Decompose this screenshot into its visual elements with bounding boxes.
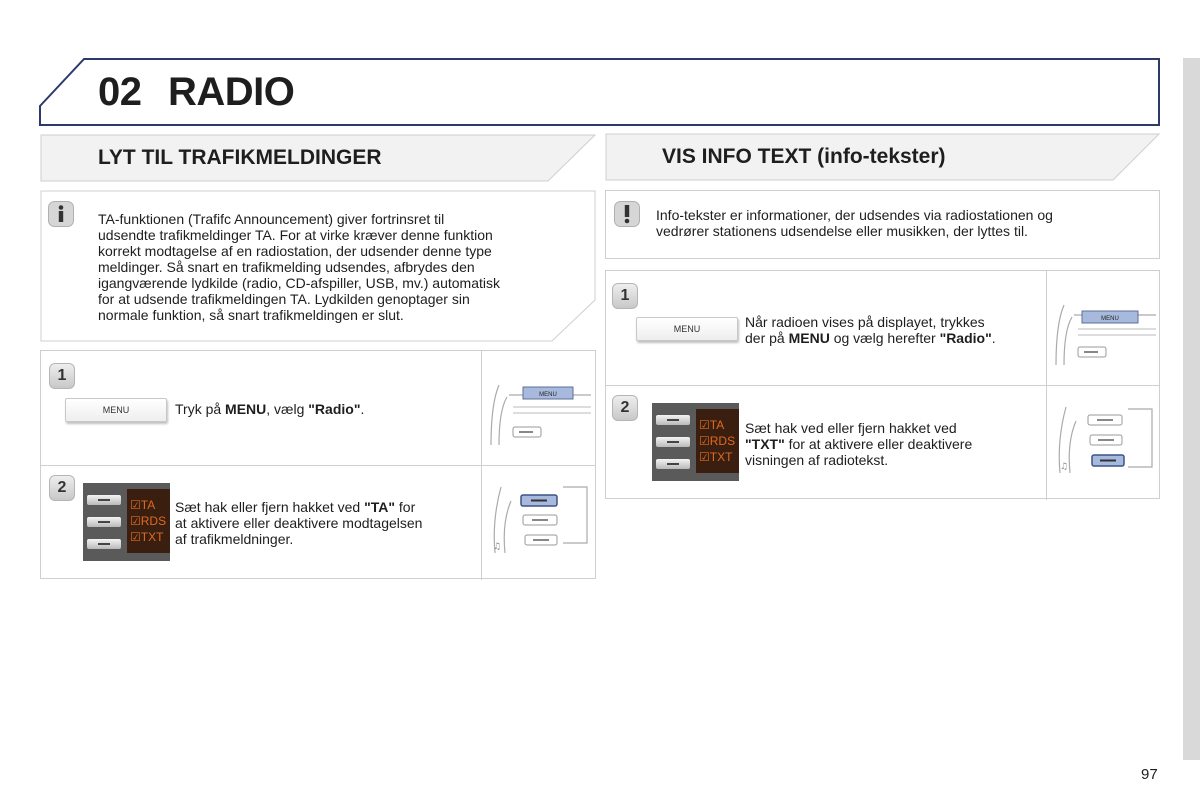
left-step2-text [175, 499, 475, 547]
left-info-box [40, 190, 596, 342]
chapter-number: 02 [98, 70, 142, 114]
text-part: for [395, 499, 416, 515]
left-section-header [40, 134, 596, 182]
menu-key: MENU [636, 317, 738, 341]
text-part: . [991, 330, 996, 346]
dashboard-menu-illustration [1052, 299, 1156, 369]
screen-button [656, 437, 690, 447]
info-line: meldinger. Så snart en trafikmelding udsendes, afbrydes den [98, 259, 475, 275]
dashboard-menu-illustration [487, 379, 591, 449]
screen-button [656, 459, 690, 469]
step-badge-2: 2 [49, 475, 75, 501]
text-bold: "TXT" [745, 436, 785, 452]
right-step1-text [745, 314, 1045, 346]
right-steps-box [605, 270, 1160, 499]
right-section-title: VIS INFO TEXT (info-tekster) [662, 145, 946, 168]
text-bold: MENU [225, 401, 267, 417]
text-line: visningen af radiotekst. [745, 452, 889, 468]
text-line: Sæt hak ved eller fjern hakket ved [745, 420, 957, 436]
text-part: Tryk på [175, 401, 226, 417]
text-line [745, 330, 1045, 346]
step-badge-1: 1 [49, 363, 75, 389]
option-ta: ☑TA [130, 498, 156, 512]
info-line: igangværende lydkilde (radio, CD-afspiller, USB, mv.) automatisk [98, 275, 501, 291]
divider [41, 465, 595, 466]
text-part: . [360, 401, 365, 417]
text-part: og vælg herefter [829, 330, 940, 346]
text-bold: "Radio" [308, 401, 361, 417]
text-part: der på [745, 330, 789, 346]
step-badge-2: 2 [612, 395, 638, 421]
info-line: TA-funktionen (Trafifc Announcement) giver fortrinsret til [98, 211, 445, 227]
divider [606, 385, 1159, 386]
right-info-box [605, 190, 1160, 259]
info-line: korrekt modtagelse af en radiostation, der udsender denne type [98, 243, 492, 259]
screen-button [87, 517, 121, 527]
page-edge-bar [1183, 58, 1200, 760]
text-line: at aktivere eller deaktivere modtagelsen [175, 515, 423, 531]
step-badge-1: 1 [612, 283, 638, 309]
info-line: vedrører stationens udsendelse eller musikken, der lyttes til. [656, 223, 1028, 239]
option-txt: ☑TXT [699, 450, 733, 464]
text-line [175, 499, 475, 515]
text-part: , vælg [266, 401, 309, 417]
music-note-icon: ♫ [1060, 462, 1069, 472]
right-section-header [605, 133, 1160, 181]
text-line: af trafikmeldninger. [175, 531, 294, 547]
left-info-text [98, 211, 578, 323]
dashboard-buttons-illustration [487, 481, 591, 557]
text-part: for at aktivere eller deaktivere [784, 436, 973, 452]
option-txt: ☑TXT [130, 530, 164, 544]
text-line: Når radioen vises på displayet, trykkes [745, 314, 985, 330]
info-line: for at udsende trafikmeldingen TA. Lydkilden genoptager sin [98, 291, 470, 307]
chapter-title: RADIO [168, 70, 295, 114]
left-section-title: LYT TIL TRAFIKMELDINGER [98, 146, 382, 169]
text-bold: "Radio" [939, 330, 992, 346]
option-ta: ☑TA [699, 418, 725, 432]
text-bold: "TA" [364, 499, 396, 515]
device-key-label: MENU [1101, 316, 1119, 322]
screen-button [87, 495, 121, 505]
right-step2-text [745, 420, 1045, 468]
info-line: normale funktion, så snart trafikmeldingen er slut. [98, 307, 404, 323]
dashboard-buttons-illustration [1052, 401, 1156, 477]
info-line: udsendte trafikmeldinger TA. For at virke kræver denne funktion [98, 227, 493, 243]
left-steps-box [40, 350, 596, 579]
screen-button [656, 415, 690, 425]
warning-icon [614, 201, 640, 227]
text-part: Sæt hak eller fjern hakket ved [175, 499, 365, 515]
text-line [745, 436, 1045, 452]
ta-rds-screen [83, 483, 170, 561]
option-rds: ☑RDS [130, 514, 167, 528]
info-icon [48, 201, 74, 227]
ta-rds-txt-screen [652, 403, 739, 481]
page-number: 97 [1141, 766, 1158, 783]
info-line: Info-tekster er informationer, der udsendes via radiostationen og [656, 207, 1053, 223]
menu-key: MENU [65, 398, 167, 422]
music-note-icon: ♫ [493, 542, 502, 552]
right-info-text [656, 207, 1146, 239]
option-rds: ☑RDS [699, 434, 736, 448]
text-bold: MENU [788, 330, 830, 346]
device-key-label: MENU [539, 392, 557, 398]
left-step1-text [175, 401, 475, 417]
screen-button [87, 539, 121, 549]
